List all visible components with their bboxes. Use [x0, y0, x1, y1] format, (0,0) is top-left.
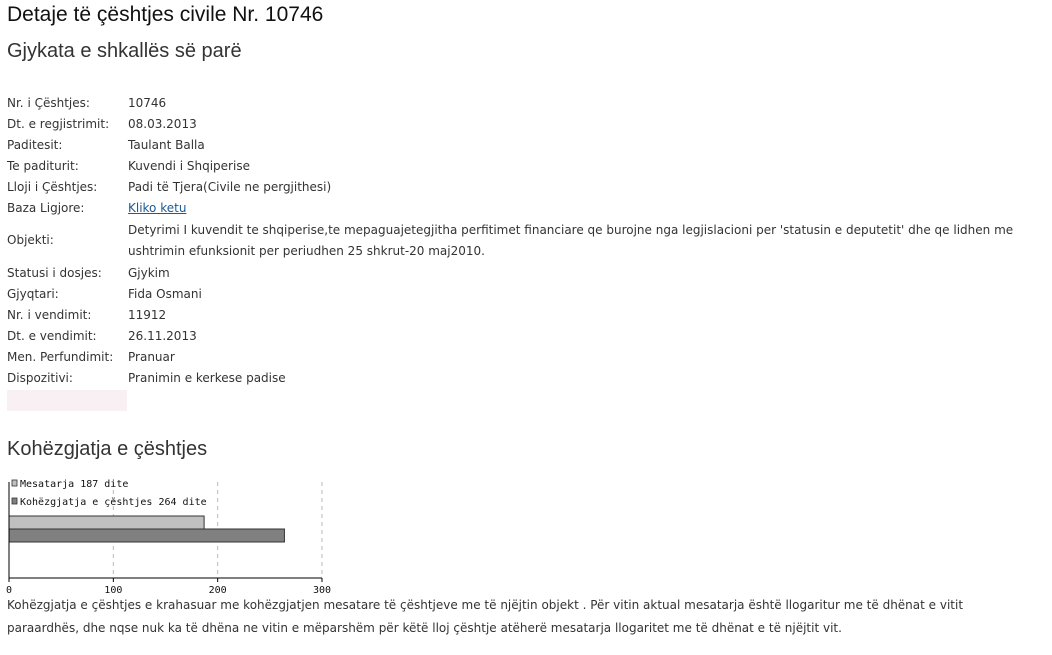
- x-tick-label: 0: [5, 585, 13, 593]
- detail-row-file-status: [5, 262, 1045, 283]
- detail-value: Taulant Balla: [128, 137, 205, 152]
- detail-label: Dt. e vendimit:: [7, 328, 97, 343]
- detail-value: Pranimin e kerkese padise: [128, 370, 286, 385]
- detail-row-completion-method: [5, 346, 1045, 367]
- detail-value: 10746: [128, 95, 167, 110]
- legend-label: Mesatarja 187 dite: [20, 479, 129, 490]
- detail-row-disposition: [5, 367, 1045, 388]
- legend-swatch: [12, 498, 17, 504]
- detail-row-case-number: [5, 92, 1045, 113]
- detail-row-defendants: [5, 155, 1045, 176]
- case-details-table: [5, 92, 1045, 388]
- detail-row-registration-date: [5, 113, 1045, 134]
- detail-value: Detyrimi I kuvendit te shqiperise,te mepaguajetegjitha perfitimet financiare qe burojne nga legjislacioni per 'statusin e deputetit' dhe qe lidhen me ushtrimin efunksionit per periudhen 25 shkrut-20 maj2010.: [128, 222, 1014, 258]
- detail-label: Nr. i vendimit:: [7, 307, 92, 322]
- detail-value: Gjykim: [128, 265, 170, 280]
- duration-chart-svg: [0, 468, 340, 593]
- duration-note: Kohëzgjatja e çështjes e krahasuar me kohëzgjatjen mesatare të çështjeve me të njëjtin objekt . Për vitin aktual mesatarja është llogaritur me të dhënat e vitit paraardhës, dhe nqse nuk ka të dhëna ne vitin e mëparshëm për këtë lloj çështje atëherë mesatarja llogaritet me të dhënat e të njëjtit vit.: [7, 598, 964, 635]
- detail-label: Te paditurit:: [7, 158, 79, 173]
- detail-value: Fida Osmani: [128, 286, 202, 301]
- x-tick-label: 100: [104, 585, 123, 593]
- detail-label: Statusi i dosjes:: [7, 265, 102, 280]
- detail-label: Objekti:: [7, 233, 54, 247]
- chart-bar: [9, 529, 284, 542]
- detail-label: Men. Perfundimit:: [7, 349, 114, 364]
- empty-highlight-box: [7, 390, 127, 411]
- detail-label: Dispozitivi:: [7, 370, 73, 385]
- detail-value: 26.11.2013: [128, 328, 197, 343]
- detail-row-object: [5, 218, 1045, 262]
- detail-value: Pranuar: [128, 349, 175, 364]
- detail-label: Paditesit:: [7, 137, 63, 152]
- detail-row-decision-date: [5, 325, 1045, 346]
- x-tick-label: 200: [208, 585, 227, 593]
- detail-label: Dt. e regjistrimit:: [7, 116, 110, 131]
- detail-value: 08.03.2013: [128, 116, 197, 131]
- detail-label: Nr. i Çështjes:: [7, 95, 90, 110]
- detail-label: Gjyqtari:: [7, 286, 59, 301]
- detail-value: Padi të Tjera(Civile ne pergjithesi): [128, 179, 332, 194]
- page-title: Detaje të çështjes civile Nr. 10746: [7, 3, 324, 26]
- legend-swatch: [12, 480, 17, 486]
- detail-row-judge: [5, 283, 1045, 304]
- detail-label: Baza Ligjore:: [7, 200, 85, 215]
- detail-row-plaintiffs: [5, 134, 1045, 155]
- legend-label: Kohëzgjatja e çështjes 264 dite: [20, 497, 207, 508]
- detail-value: Kuvendi i Shqiperise: [128, 158, 250, 173]
- detail-row-decision-number: [5, 304, 1045, 325]
- legal-basis-link[interactable]: Kliko ketu: [128, 200, 187, 215]
- chart-bar: [9, 516, 204, 529]
- detail-row-legal-basis: [5, 197, 1045, 218]
- detail-value: 11912: [128, 307, 167, 322]
- duration-chart: [0, 468, 340, 593]
- duration-heading: Kohëzgjatja e çështjes: [7, 438, 208, 460]
- court-subtitle: Gjykata e shkallës së parë: [7, 40, 242, 62]
- detail-row-case-type: [5, 176, 1045, 197]
- detail-label: Lloji i Çështjes:: [7, 179, 98, 194]
- x-tick-label: 300: [312, 585, 332, 593]
